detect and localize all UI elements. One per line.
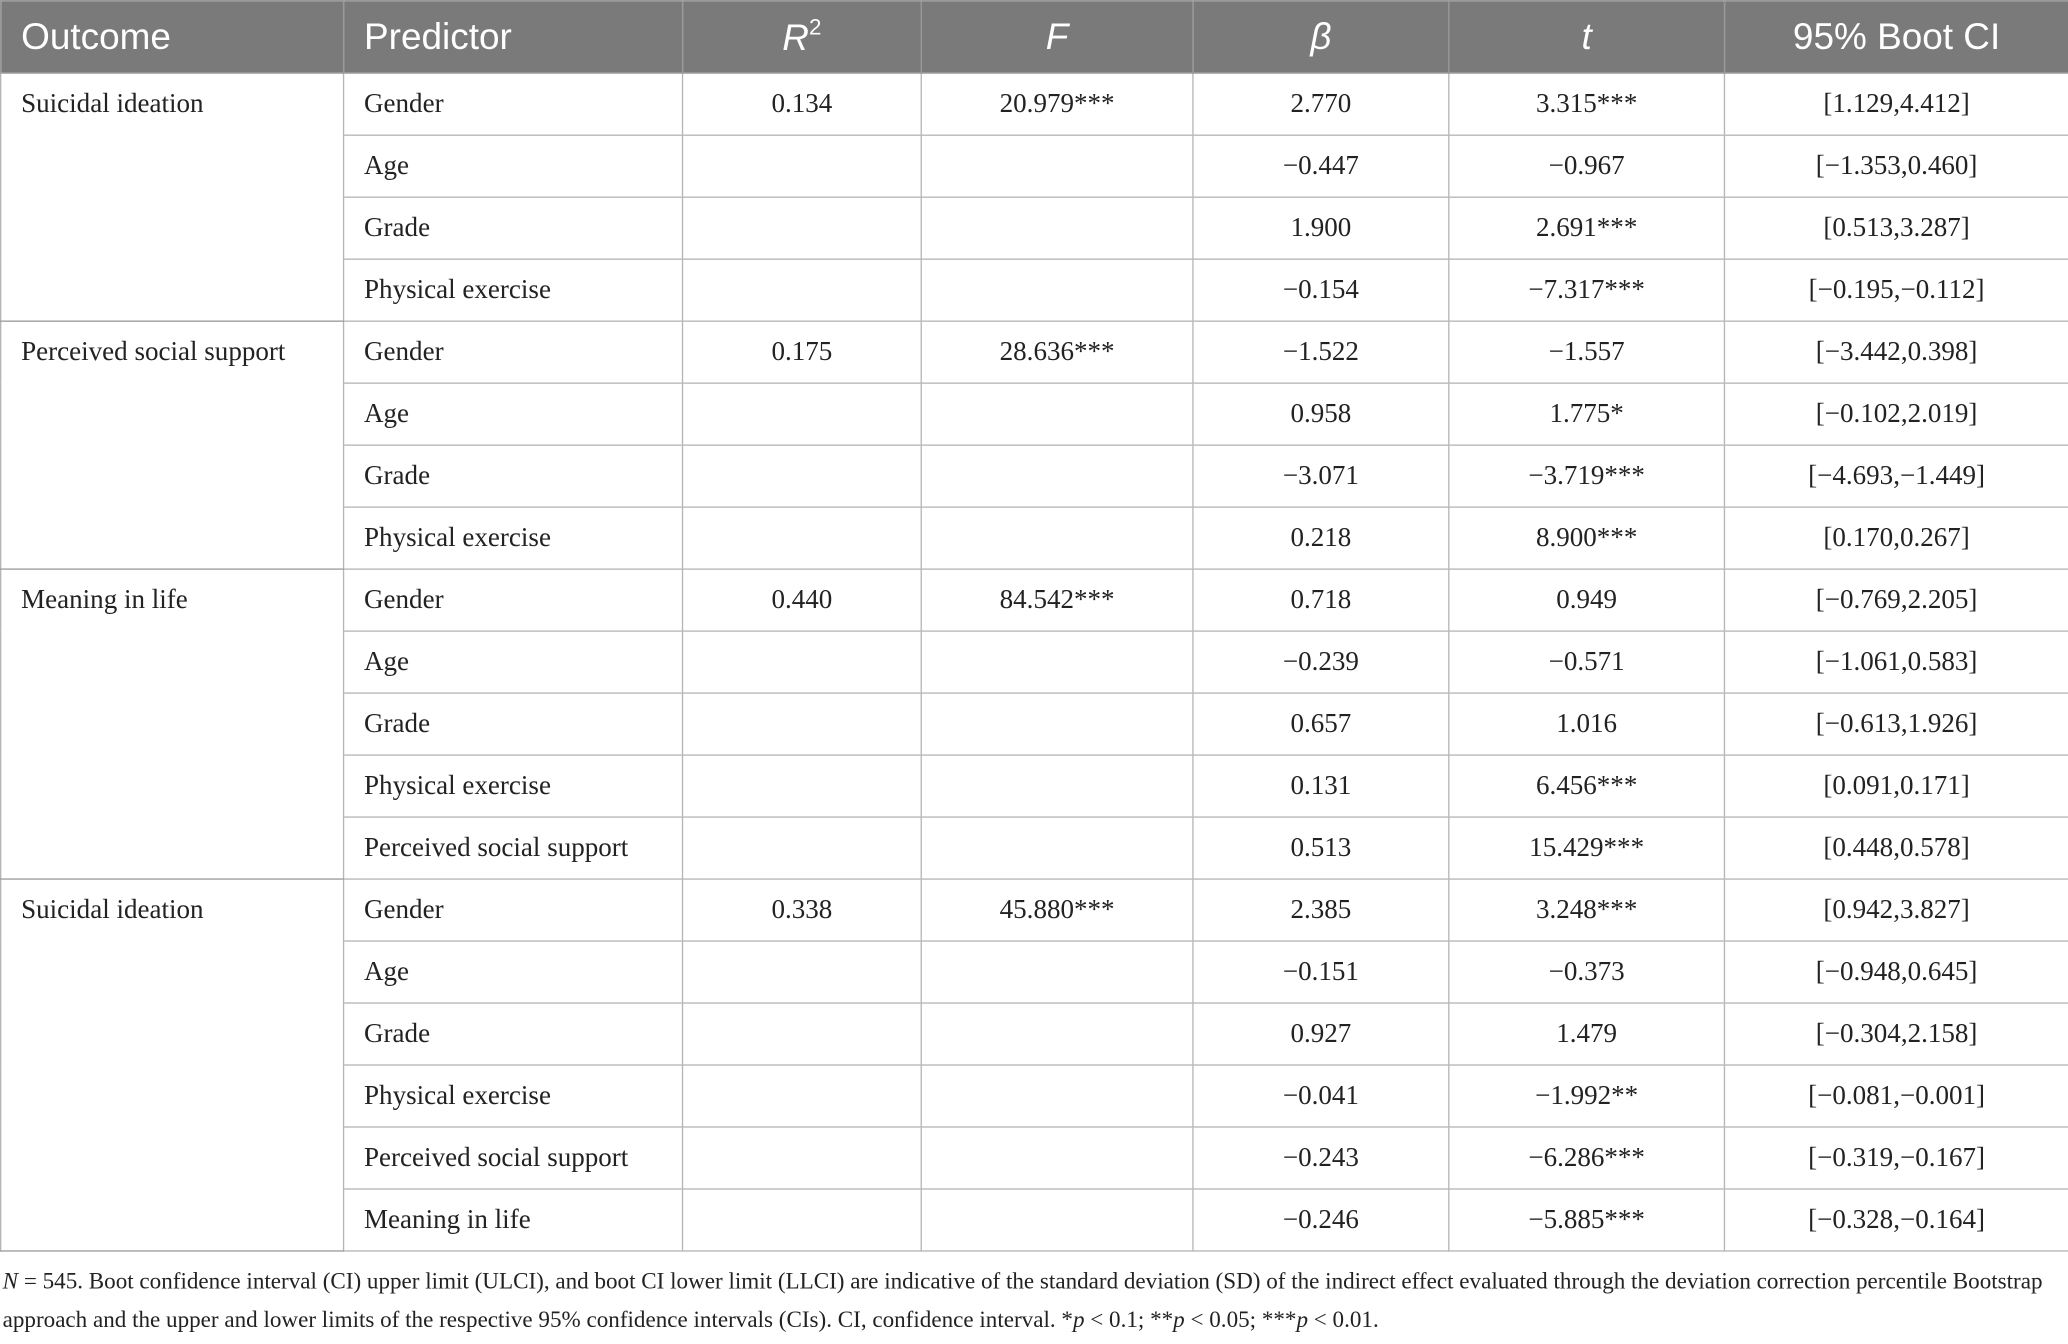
f-cell: 45.880*** [921, 879, 1193, 941]
r-squared-cell: 0.175 [683, 321, 922, 383]
r-squared-cell [683, 631, 922, 693]
ci-cell: [−3.442,0.398] [1724, 321, 2068, 383]
predictor-cell: Physical exercise [344, 507, 683, 569]
r-squared-cell [683, 817, 922, 879]
f-cell [921, 1127, 1193, 1189]
r-squared-cell [683, 507, 922, 569]
predictor-cell: Perceived social support [344, 1127, 683, 1189]
f-cell [921, 631, 1193, 693]
beta-cell: 1.900 [1193, 197, 1449, 259]
predictor-cell: Gender [344, 321, 683, 383]
predictor-cell: Grade [344, 1003, 683, 1065]
f-cell [921, 755, 1193, 817]
header-predictor: Predictor [344, 1, 683, 74]
t-cell: −0.571 [1449, 631, 1725, 693]
f-cell [921, 383, 1193, 445]
f-cell: 84.542*** [921, 569, 1193, 631]
f-cell: 28.636*** [921, 321, 1193, 383]
t-cell: −0.373 [1449, 941, 1725, 1003]
r-squared-cell [683, 445, 922, 507]
table-row [1, 569, 2068, 631]
note-n-label: N [2, 1267, 19, 1294]
r-squared-cell [683, 259, 922, 321]
t-cell: 8.900*** [1449, 507, 1725, 569]
t-cell: −5.885*** [1449, 1189, 1725, 1251]
f-cell [921, 1189, 1193, 1251]
predictor-cell: Physical exercise [344, 755, 683, 817]
ci-cell: [−0.081,−0.001] [1724, 1065, 2068, 1127]
ci-cell: [−4.693,−1.449] [1724, 445, 2068, 507]
predictor-cell: Gender [344, 879, 683, 941]
r-squared-cell: 0.134 [683, 73, 922, 135]
f-cell [921, 1003, 1193, 1065]
ci-cell: [−0.948,0.645] [1724, 941, 2068, 1003]
t-cell: −1.557 [1449, 321, 1725, 383]
ci-cell: [−0.304,2.158] [1724, 1003, 2068, 1065]
predictor-cell: Grade [344, 693, 683, 755]
t-cell: −0.967 [1449, 135, 1725, 197]
f-cell [921, 941, 1193, 1003]
t-cell: 2.691*** [1449, 197, 1725, 259]
t-cell: −3.719*** [1449, 445, 1725, 507]
ci-cell: [−0.195,−0.112] [1724, 259, 2068, 321]
r-squared-cell [683, 1003, 922, 1065]
beta-cell: 0.657 [1193, 693, 1449, 755]
header-t-label: t [1581, 15, 1592, 57]
ci-cell: [−1.353,0.460] [1724, 135, 2068, 197]
header-row [1, 1, 2068, 74]
beta-cell: −0.447 [1193, 135, 1449, 197]
predictor-cell: Physical exercise [344, 259, 683, 321]
predictor-cell: Perceived social support [344, 817, 683, 879]
predictor-cell: Gender [344, 569, 683, 631]
t-cell: 3.315*** [1449, 73, 1725, 135]
beta-cell: 0.927 [1193, 1003, 1449, 1065]
note-text-1: = 545. Boot confidence interval (CI) upper limit (ULCI), and boot CI lower limit (LLCI) are indicative of the standard deviation (SD) of the indirect effect evaluated through the deviation correction percentile Bootstrap approach and the upper and lower limits of the respective 95% confidence intervals (CIs). CI, confidence interval. * [2, 1267, 2043, 1333]
beta-cell: −0.243 [1193, 1127, 1449, 1189]
beta-cell: 0.218 [1193, 507, 1449, 569]
note-p-label: p [1296, 1305, 1308, 1333]
r-squared-cell [683, 1065, 922, 1127]
t-cell: 3.248*** [1449, 879, 1725, 941]
outcome-cell: Suicidal ideation [1, 879, 344, 1251]
ci-cell: [0.942,3.827] [1724, 879, 2068, 941]
beta-cell: 0.131 [1193, 755, 1449, 817]
f-cell: 20.979*** [921, 73, 1193, 135]
predictor-cell: Age [344, 941, 683, 1003]
predictor-cell: Physical exercise [344, 1065, 683, 1127]
header-f-label: F [1045, 15, 1069, 57]
r-squared-cell: 0.338 [683, 879, 922, 941]
beta-cell: −0.246 [1193, 1189, 1449, 1251]
header-t [1449, 1, 1725, 74]
r-squared-cell [683, 135, 922, 197]
header-f [921, 1, 1193, 74]
t-cell: 6.456*** [1449, 755, 1725, 817]
beta-cell: 0.958 [1193, 383, 1449, 445]
ci-cell: [−0.328,−0.164] [1724, 1189, 2068, 1251]
beta-cell: −0.041 [1193, 1065, 1449, 1127]
ci-cell: [0.170,0.267] [1724, 507, 2068, 569]
f-cell [921, 135, 1193, 197]
beta-cell: 2.770 [1193, 73, 1449, 135]
outcome-cell: Meaning in life [1, 569, 344, 879]
note-p-label: p [1072, 1305, 1085, 1333]
predictor-cell: Grade [344, 445, 683, 507]
r-squared-cell [683, 1189, 922, 1251]
beta-cell: −0.151 [1193, 941, 1449, 1003]
predictor-cell: Age [344, 631, 683, 693]
f-cell [921, 1065, 1193, 1127]
table-header [1, 1, 2068, 74]
beta-cell: 0.718 [1193, 569, 1449, 631]
r-squared-cell [683, 197, 922, 259]
header-r-squared [683, 1, 922, 74]
ci-cell: [−0.613,1.926] [1724, 693, 2068, 755]
beta-cell: 0.513 [1193, 817, 1449, 879]
predictor-cell: Meaning in life [344, 1189, 683, 1251]
header-beta-label: β [1310, 15, 1332, 57]
beta-cell: −1.522 [1193, 321, 1449, 383]
header-outcome: Outcome [1, 1, 344, 74]
note-text-4: < 0.01. [1307, 1305, 1379, 1333]
outcome-cell: Perceived social support [1, 321, 344, 569]
r-squared-cell: 0.440 [683, 569, 922, 631]
beta-cell: 2.385 [1193, 879, 1449, 941]
beta-cell: −3.071 [1193, 445, 1449, 507]
t-cell: −7.317*** [1449, 259, 1725, 321]
note-text-2: < 0.1; ** [1084, 1305, 1174, 1333]
header-r-squared-base: R [782, 17, 809, 59]
f-cell [921, 197, 1193, 259]
t-cell: −1.992** [1449, 1065, 1725, 1127]
table-row [1, 73, 2068, 135]
header-r-squared-exponent: 2 [808, 14, 822, 40]
r-squared-cell [683, 693, 922, 755]
ci-cell: [−0.769,2.205] [1724, 569, 2068, 631]
t-cell: 1.775* [1449, 383, 1725, 445]
f-cell [921, 445, 1193, 507]
table-body [1, 73, 2068, 1251]
outcome-cell: Suicidal ideation [1, 73, 344, 321]
note-p-label: p [1173, 1305, 1185, 1333]
predictor-cell: Gender [344, 73, 683, 135]
header-ci: 95% Boot CI [1724, 1, 2068, 74]
t-cell: 15.429*** [1449, 817, 1725, 879]
t-cell: 0.949 [1449, 569, 1725, 631]
ci-cell: [0.448,0.578] [1724, 817, 2068, 879]
beta-cell: −0.239 [1193, 631, 1449, 693]
beta-cell: −0.154 [1193, 259, 1449, 321]
note-text-3: < 0.05; *** [1184, 1305, 1297, 1333]
f-cell [921, 693, 1193, 755]
t-cell: −6.286*** [1449, 1127, 1725, 1189]
r-squared-cell [683, 941, 922, 1003]
ci-cell: [−1.061,0.583] [1724, 631, 2068, 693]
predictor-cell: Age [344, 383, 683, 445]
r-squared-cell [683, 1127, 922, 1189]
ci-cell: [−0.102,2.019] [1724, 383, 2068, 445]
t-cell: 1.479 [1449, 1003, 1725, 1065]
r-squared-cell [683, 755, 922, 817]
predictor-cell: Age [344, 135, 683, 197]
t-cell: 1.016 [1449, 693, 1725, 755]
table-row [1, 879, 2068, 941]
table-row [1, 321, 2068, 383]
ci-cell: [0.513,3.287] [1724, 197, 2068, 259]
ci-cell: [0.091,0.171] [1724, 755, 2068, 817]
f-cell [921, 507, 1193, 569]
f-cell [921, 817, 1193, 879]
predictor-cell: Grade [344, 197, 683, 259]
r-squared-cell [683, 383, 922, 445]
header-beta [1193, 1, 1449, 74]
ci-cell: [1.129,4.412] [1724, 73, 2068, 135]
f-cell [921, 259, 1193, 321]
table-note [3, 1262, 2060, 1338]
ci-cell: [−0.319,−0.167] [1724, 1127, 2068, 1189]
